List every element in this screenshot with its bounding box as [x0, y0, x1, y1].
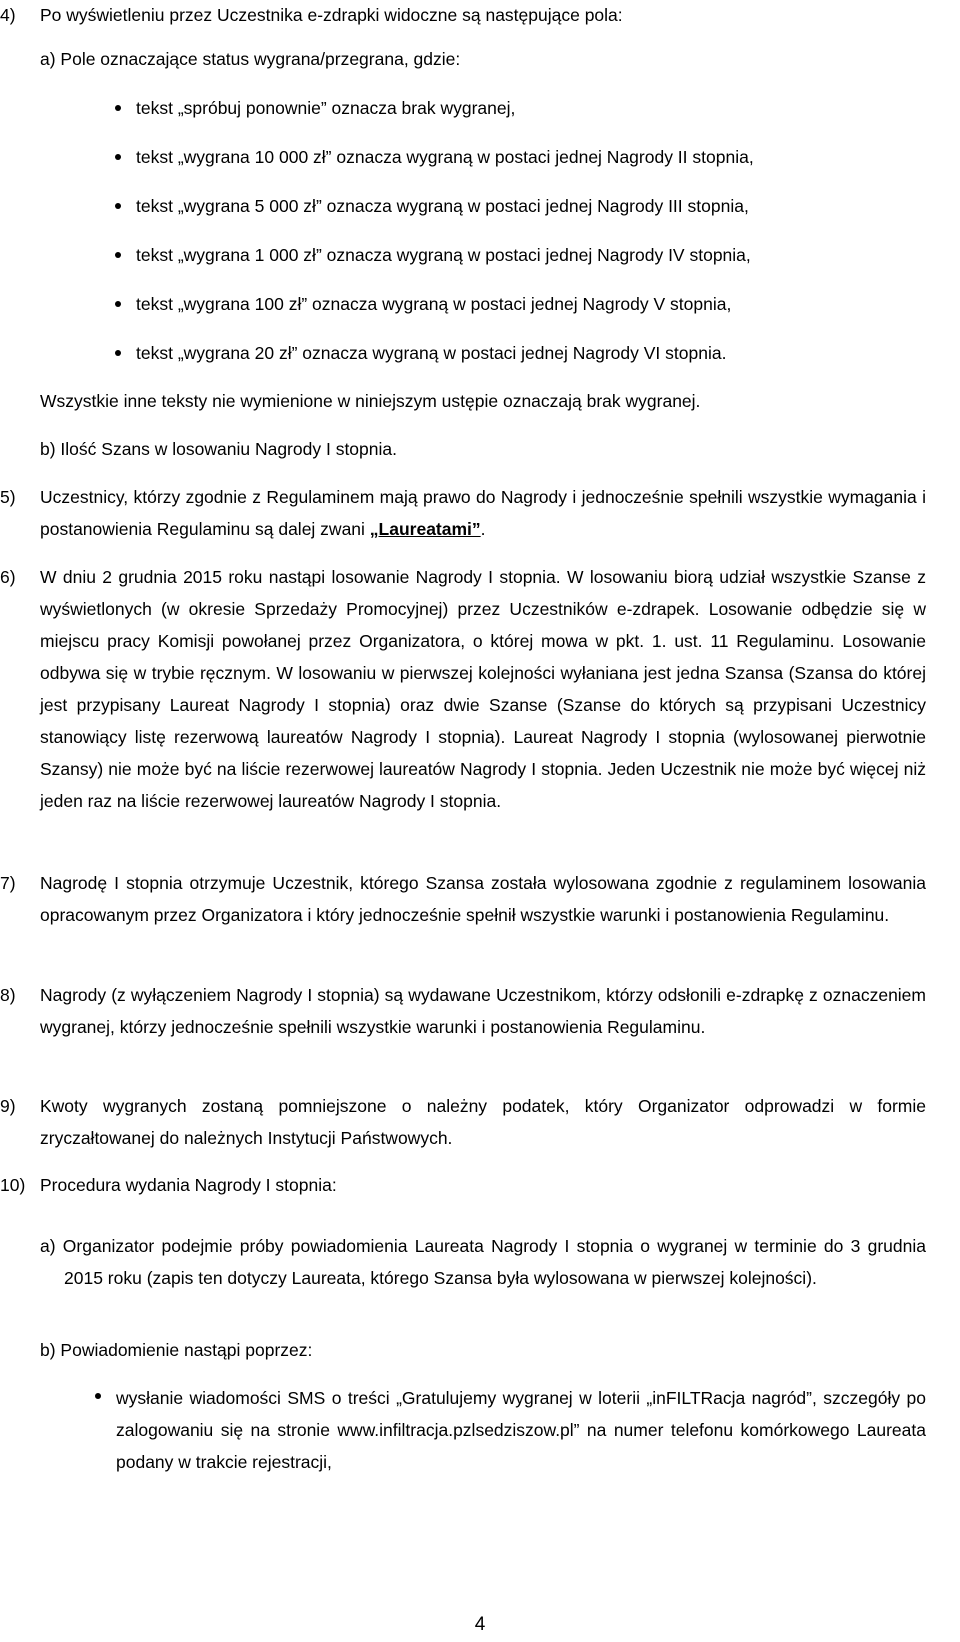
section-10b-text: b) Powiadomienie nastąpi poprzez:	[40, 1340, 313, 1360]
section-10a-wrap	[40, 1230, 926, 1294]
section-7-text: Nagrodę I stopnia otrzymuje Uczestnik, którego Szansa została wylosowana zgodnie z regulaminem losowania opracowanym przez Organizatora i który jednocześnie spełnił wszystkie warunki i postanowienia Regulaminu.	[40, 873, 926, 925]
bullet-icon	[95, 1393, 101, 1399]
prize-list-item: tekst „wygrana 1 000 zł” oznacza wygraną w postaci jednej Nagrody IV stopnia,	[136, 245, 751, 265]
section-9-number: 9)	[0, 1096, 16, 1116]
prize-list-item: tekst „wygrana 100 zł” oznacza wygraną w postaci jednej Nagrody V stopnia,	[136, 294, 732, 314]
section-6-text: W dniu 2 grudnia 2015 roku nastąpi losowanie Nagrody I stopnia. W losowaniu biorą udział wszystkie Szanse z wyświetlonych (w okresie Sprzedaży Promocyjnej) przez Uczestników e-zdrapek. Losowanie odbędzie się w miejscu pracy Komisji powołanej przez Organizatora, o której mowa w pkt. 1. ust. 11 Regulaminu. Losowanie odbywa się w trybie ręcznym. W losowaniu w pierwszej kolejności wyłaniana jest jedna Szansa (Szansa do której jest przypisany Laureat Nagrody I stopnia) oraz dwie Szanse (Szanse do których są przypisani Uczestnicy stanowiący listę rezerwową laureatów Nagrody I stopnia). Laureat Nagrody I stopnia (wylosowanej pierwotnie Szansy) nie może być na liście rezerwowej laureatów Nagrody I stopnia. Jeden Uczestnik nie może być więcej niż jeden raz na liście rezerwowej laureatów Nagrody I stopnia.	[40, 567, 926, 811]
other-texts-note: Wszystkie inne teksty nie wymienione w niniejszym ustępie oznaczają brak wygranej.	[40, 391, 701, 411]
section-4a-text: a) Pole oznaczające status wygrana/przegrana, gdzie:	[40, 49, 461, 69]
section-5-number: 5)	[0, 487, 16, 507]
section-9-text: Kwoty wygranych zostaną pomniejszone o należny podatek, który Organizator odprowadzi w formie zryczałtowanej do należnych Instytucji Państwowych.	[40, 1096, 926, 1148]
section-10-text: Procedura wydania Nagrody I stopnia:	[40, 1175, 337, 1195]
prize-list-item: tekst „spróbuj ponownie” oznacza brak wygranej,	[136, 98, 516, 118]
section-6-number: 6)	[0, 567, 16, 587]
bullet-icon	[115, 105, 121, 111]
section-8-text: Nagrody (z wyłączeniem Nagrody I stopnia) są wydawane Uczestnikom, którzy odsłonili e-zdrapkę z oznaczeniem wygranej, którzy jednocześnie spełnili wszystkie warunki i postanowienia Regulaminu.	[40, 985, 926, 1037]
bullet-icon	[115, 203, 121, 209]
page-number: 4	[474, 1614, 486, 1635]
sms-notification-text: wysłanie wiadomości SMS o treści „Gratulujemy wygranej w loterii „inFILTRacja nagród”, szczegóły po zalogowaniu się na stronie www.infiltracja.pzlsedziszow.pl” na numer telefonu komórkowego Laureata podany w trakcie rejestracji,	[116, 1388, 926, 1472]
section-10a-text: a) Organizator podejmie próby powiadomienia Laureata Nagrody I stopnia o wygranej w terminie do 3 grudnia 2015 roku (zapis ten dotyczy Laureata, którego Szansa była wylosowana w pierwszej kolejności).	[40, 1236, 926, 1288]
laureates-term: „Laureatami”	[369, 519, 481, 539]
section-5-body: Uczestnicy, którzy zgodnie z Regulaminem mają prawo do Nagrody i jednocześnie spełnili wszystkie wymagania i postanowienia Regulaminu są dalej zwani	[40, 487, 926, 539]
section-8-number: 8)	[0, 985, 16, 1005]
bullet-icon	[115, 301, 121, 307]
bullet-icon	[115, 350, 121, 356]
section-5-text	[40, 481, 926, 545]
section-4-text: Po wyświetleniu przez Uczestnika e-zdrapki widoczne są następujące pola:	[40, 5, 623, 25]
bullet-icon	[115, 154, 121, 160]
prize-list-item: tekst „wygrana 20 zł” oznacza wygraną w postaci jednej Nagrody VI stopnia.	[136, 343, 727, 363]
prize-list-item: tekst „wygrana 10 000 zł” oznacza wygraną w postaci jednej Nagrody II stopnia,	[136, 147, 754, 167]
section-4-number: 4)	[0, 5, 16, 25]
bullet-icon	[115, 252, 121, 258]
prize-list-item: tekst „wygrana 5 000 zł” oznacza wygraną w postaci jednej Nagrody III stopnia,	[136, 196, 749, 216]
section-4b-text: b) Ilość Szans w losowaniu Nagrody I stopnia.	[40, 439, 397, 459]
section-10-number: 10)	[0, 1175, 26, 1195]
section-7-number: 7)	[0, 873, 16, 893]
section-5-end: .	[480, 519, 486, 539]
